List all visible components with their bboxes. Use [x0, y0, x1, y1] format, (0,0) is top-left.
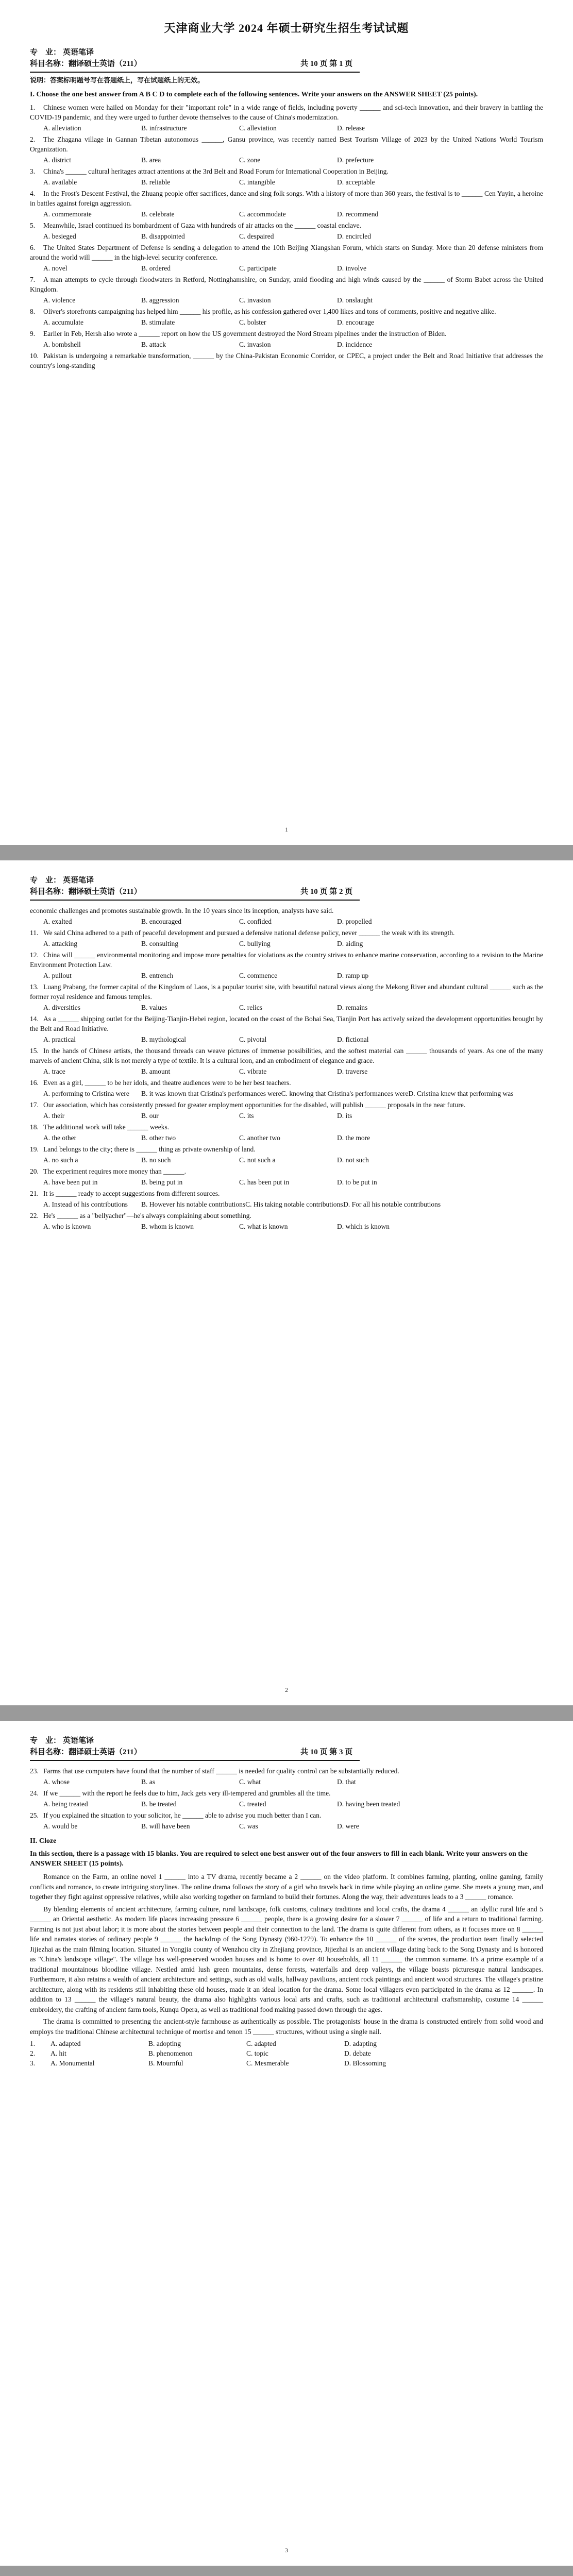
- question-number: 23.: [30, 1767, 39, 1775]
- subject-key: 科目名称：: [30, 1748, 69, 1756]
- page-gap: [0, 1705, 573, 1721]
- option-choice: B. being put in: [141, 1178, 183, 1186]
- paragraph: The drama is committed to presenting the ancient-style farmhouse as authentically as possible. The protagonists' house in the drama is constructed entirely from solid wood and employs the traditional Chinese architectural technique of mortise and tenon 15 ______ structures, without using a single nail.: [30, 2018, 543, 2036]
- page-number: 2: [285, 1686, 288, 1693]
- question-text: We said China adhered to a path of peaceful development and pursued a defensive national defense policy, never ______ the weak with its strength.: [43, 929, 455, 937]
- question-text: If we ______ with the report he feels due to him, Jack gets very ill-tempered and grumbles all the time.: [43, 1789, 331, 1797]
- option-choice: B. disappointed: [141, 232, 185, 240]
- option-choice: B. stimulate: [141, 318, 175, 326]
- option-row: [30, 917, 543, 926]
- option-choice: B. will have been: [141, 1822, 190, 1830]
- option-choice: B. attack: [141, 341, 166, 348]
- option-choice: B. area: [141, 156, 161, 164]
- question-number: 1.: [30, 104, 36, 111]
- option-choice: A. adapted: [50, 2040, 81, 2047]
- option-choice: C. pivotal: [239, 1036, 267, 1043]
- question-text: Our association, which has consistently pressed for greater employment opportunities for the disabled, will publish ______ proposals in the near future.: [43, 1101, 466, 1109]
- option-choice: A. attacking: [43, 940, 77, 947]
- cloze-options: [30, 2039, 543, 2068]
- option-choice: A. besieged: [43, 232, 76, 240]
- option-choice: D. to be put in: [337, 1178, 377, 1186]
- section-instruction: In this section, there is a passage with 15 blanks. You are required to select one best answer out of the four answers to fill in each blank. Write your answers on the ANSWER SHEET (15 points).: [30, 1850, 528, 1868]
- cloze-option-row: [30, 2058, 543, 2068]
- option-choice: C. what: [239, 1778, 261, 1786]
- option-choice: B. reliable: [141, 178, 171, 186]
- question-text: In the Frost's Descent Festival, the Zhuang people offer sacrifices, dance and sing folk songs. With a history of more than 360 years, the festival is to ______ Cen Yuyin, a heroine in battles against foreign aggression.: [30, 190, 543, 207]
- header-divider: [30, 1760, 360, 1761]
- option-choice: C. intangible: [239, 178, 275, 186]
- option-choice: B. celebrate: [141, 210, 175, 218]
- question-text: If you explained the situation to your solicitor, he ______ able to advise you much better than I can.: [43, 1811, 322, 1819]
- option-choice: B. consulting: [141, 940, 179, 947]
- option-choice: C. what is known: [239, 1223, 288, 1230]
- option-choice: D. Cristina knew that performing was: [408, 1090, 514, 1097]
- option-choice: A. have been put in: [43, 1178, 98, 1186]
- subject-value: 翻译硕士英语（211）: [69, 888, 142, 896]
- option-choice: C. topic: [246, 2049, 268, 2057]
- option-choice: C. bolster: [239, 318, 266, 326]
- question-list: [30, 103, 543, 370]
- question-text: Pakistan is undergoing a remarkable transformation, ______ by the China-Pakistan Economic Corridor, or CPEC, a project under the Belt and Road Initiative that addresses the country's long-standing: [30, 352, 543, 369]
- option-choice: C. another two: [239, 1134, 280, 1142]
- page-info: 共 10 页 第 3 页: [300, 1748, 353, 1756]
- cloze-item-number: 2.: [30, 2049, 36, 2057]
- option-row: [30, 1177, 543, 1187]
- option-choice: A. district: [43, 156, 71, 164]
- question-item: [30, 103, 543, 122]
- question-item: [30, 1211, 543, 1221]
- option-choice: B. adopting: [148, 2040, 181, 2047]
- subject-value: 翻译硕士英语（211）: [69, 60, 142, 68]
- option-choice: C. vibrate: [239, 1067, 267, 1075]
- question-text: Meanwhile, Israel continued its bombardment of Gaza with hundreds of air attacks on the ______ coastal enclave.: [43, 222, 362, 229]
- header-divider: [30, 900, 360, 901]
- option-choice: A. hit: [50, 2049, 66, 2057]
- option-choice: B. ordered: [141, 264, 171, 272]
- option-choice: A. would be: [43, 1822, 78, 1830]
- question-number: 20.: [30, 1167, 39, 1175]
- option-row: [30, 1821, 543, 1831]
- option-choice: D. recommend: [337, 210, 379, 218]
- page-info: 共 10 页 第 1 页: [300, 60, 353, 68]
- question-number: 12.: [30, 951, 39, 959]
- option-choice: A. Instead of his contributions: [43, 1200, 128, 1208]
- option-row: [30, 295, 543, 305]
- question-number: 9.: [30, 330, 36, 337]
- option-choice: C. relics: [239, 1004, 262, 1011]
- option-row: [30, 1035, 543, 1044]
- question-number: 13.: [30, 983, 39, 991]
- option-choice: D. release: [337, 124, 365, 132]
- option-row: [30, 340, 543, 349]
- option-choice: D. not such: [337, 1156, 369, 1164]
- exam-page-3: [0, 1721, 573, 2566]
- option-choice: A. available: [43, 178, 77, 186]
- question-item: [30, 189, 543, 208]
- question-text: It is ______ ready to accept suggestions from different sources.: [43, 1190, 220, 1197]
- option-choice: D. For all his notable contributions: [343, 1200, 441, 1208]
- question-number: 2.: [30, 135, 36, 143]
- option-choice: D. propelled: [337, 918, 372, 925]
- option-choice: C. accommodate: [239, 210, 286, 218]
- question-number: 7.: [30, 276, 36, 283]
- question-item: [30, 307, 543, 316]
- question-number: 6.: [30, 244, 36, 251]
- question-text: Earlier in Feb, Hersh also wrote a ______ report on how the US government destroyed the Nord Stream pipelines under the instruction of Biden.: [43, 330, 447, 337]
- question-item: [30, 1122, 543, 1132]
- option-row: [30, 1799, 543, 1809]
- question-item: [30, 1189, 543, 1198]
- option-row: [30, 971, 543, 980]
- question-list: [30, 928, 543, 1231]
- question-item: [30, 1078, 543, 1088]
- question-item: [30, 1166, 543, 1176]
- option-choice: A. practical: [43, 1036, 76, 1043]
- option-choice: B. be treated: [141, 1800, 177, 1808]
- option-choice: A. alleviation: [43, 124, 81, 132]
- question-number: 22.: [30, 1212, 39, 1219]
- option-row: [30, 939, 543, 948]
- option-choice: D. debate: [344, 2049, 371, 2057]
- question-item: [30, 134, 543, 154]
- option-choice: D. which is known: [337, 1223, 390, 1230]
- option-choice: B. whom is known: [141, 1223, 194, 1230]
- major-key: 专 业：: [30, 48, 61, 57]
- exam-page-1: [0, 0, 573, 845]
- option-choice: D. aiding: [337, 940, 363, 947]
- question-item: [30, 928, 543, 938]
- option-choice: B. mythological: [141, 1036, 186, 1043]
- option-choice: A. bombshell: [43, 341, 81, 348]
- option-choice: B. infrastructure: [141, 124, 187, 132]
- option-row: [30, 155, 543, 165]
- option-choice: A. commemorate: [43, 210, 92, 218]
- option-choice: D. having been treated: [337, 1800, 400, 1808]
- option-choice: D. remains: [337, 1004, 368, 1011]
- option-row: [30, 123, 543, 133]
- major-value: 英语笔译: [63, 48, 94, 57]
- cloze-passage: [30, 1872, 543, 2037]
- option-choice: C. bullying: [239, 940, 271, 947]
- cloze-option-row: [30, 2039, 543, 2048]
- question-number: 4.: [30, 190, 36, 197]
- option-choice: C. despaired: [239, 232, 274, 240]
- page-number: 3: [285, 2547, 288, 2554]
- question-number: 11.: [30, 929, 39, 937]
- major-key: 专 业：: [30, 1737, 61, 1745]
- question-item: [30, 1014, 543, 1033]
- option-choice: B. encouraged: [141, 918, 181, 925]
- option-choice: C. adapted: [246, 2040, 276, 2047]
- option-choice: C. confided: [239, 918, 272, 925]
- subject-value: 翻译硕士英语（211）: [69, 1748, 142, 1756]
- option-choice: C. invasion: [239, 296, 271, 304]
- question-item: [30, 1046, 543, 1065]
- option-row: [30, 1199, 543, 1209]
- question-number: 18.: [30, 1123, 39, 1131]
- question-text: Land belongs to the city; there is ______ thing as private ownership of land.: [43, 1145, 256, 1153]
- question-text: The experiment requires more money than ______.: [43, 1167, 187, 1175]
- question-text: Chinese women were hailed on Monday for their "important role" in a wide range of fields, including poverty ______ and sci-tech innovation, and their bravery in battling the COVID-19 pandemic, and they were urged to further devote themselves to the cause of China's modernization.: [30, 104, 543, 121]
- option-row: [30, 1089, 543, 1098]
- option-choice: B. our: [141, 1112, 159, 1120]
- option-choice: D. onslaught: [337, 296, 373, 304]
- question-text: A man attempts to cycle through floodwaters in Retford, Nottinghamshire, on Sunday, amid flooding and high winds caused by the ______ of Storm Babet across the United Kingdom.: [30, 276, 543, 293]
- major-value: 英语笔译: [63, 1737, 94, 1745]
- option-choice: D. traverse: [337, 1067, 368, 1075]
- page-gap: [0, 2566, 573, 2576]
- option-choice: A. violence: [43, 296, 76, 304]
- paragraph: Romance on the Farm, an online novel 1 ______ into a TV drama, recently became a 2 ______ on the video platform. It combines farming, planting, online gaming, family conflicts and romance, to create intriguing storylines. The online drama follows the story of a girl who travels back in time while playing an online game. She meets a young man, and together they fight against oppressive relatives, while also working together on farmland to build their fortunes. Along the way, their adventures leads to a 3 ______ romance.: [30, 1873, 543, 1901]
- question-item: [30, 950, 543, 970]
- option-choice: C. His taking notable contributions: [245, 1200, 343, 1208]
- question-text: He's ______ as a "bellyacher"—he's always complaining about something.: [43, 1212, 251, 1219]
- question-number: 10.: [30, 352, 39, 360]
- question-item: [30, 1100, 543, 1110]
- question-text: The additional work will take ______ weeks.: [43, 1123, 170, 1131]
- option-choice: C. knowing that Cristina's performances were: [281, 1090, 409, 1097]
- option-row: [30, 1777, 543, 1787]
- question-item: [30, 351, 543, 370]
- option-choice: C. invasion: [239, 341, 271, 348]
- subject-key: 科目名称：: [30, 888, 69, 896]
- question-text: The United States Department of Defense is sending a delegation to attend the 10th Beijing Xiangshan Forum, which starts on Sunday. More than 20 defense ministers from around the world will ______ in the high-level security conference.: [30, 244, 543, 261]
- cloze-item-number: 3.: [30, 2059, 36, 2067]
- option-choice: A. who is known: [43, 1223, 91, 1230]
- question-number: 17.: [30, 1101, 39, 1109]
- option-choice: C. was: [239, 1822, 258, 1830]
- option-choice: C. alleviation: [239, 124, 277, 132]
- page-header: [30, 47, 543, 70]
- option-choice: D. fictional: [337, 1036, 369, 1043]
- option-row: [30, 1003, 543, 1012]
- question-item: [30, 1810, 543, 1820]
- option-choice: C. treated: [239, 1800, 266, 1808]
- question-text: China will ______ environmental monitoring and impose more penalties for violations as the country strives to enhance marine conservation, according to a revision to the Marine Environment Protection Law.: [30, 951, 543, 969]
- page-header: [30, 875, 543, 897]
- page-info: 共 10 页 第 2 页: [300, 888, 353, 896]
- option-choice: A. performing to Cristina were: [43, 1090, 129, 1097]
- option-choice: C. participate: [239, 264, 277, 272]
- question-text: Even as a girl, ______ to be her idols, and theatre audiences were to be her best teachers.: [43, 1079, 291, 1087]
- option-choice: A. trace: [43, 1067, 65, 1075]
- question-item: [30, 1144, 543, 1154]
- question-text: Luang Prabang, the former capital of the Kingdom of Laos, is a popular tourist site, with beautiful natural views along the Mekong River and abundant cultural ______ such as the former royal residence and famous temples.: [30, 983, 543, 1001]
- question-number: 25.: [30, 1811, 39, 1819]
- question-text: In the hands of Chinese artists, the thousand threads can weave pictures of immense possibilities, and the softest material can ______ thousands of years. As one of the many marvels of ancient China, silk is not merely a type of textile. It is a cultural icon, and an embodiment of elegance and grace.: [30, 1047, 543, 1064]
- option-choice: B. However his notable contributions: [141, 1200, 246, 1208]
- option-choice: A. their: [43, 1112, 65, 1120]
- option-row: [30, 1155, 543, 1165]
- paragraph: By blending elements of ancient architecture, farming culture, rural landscape, folk customs, culinary traditions and local crafts, the drama 4 ______ an idyllic rural life and 5 ______ an Oriental aesthetic. As modern life places increasing pressure 6 ______ people, there is a growing desire for a slower 7 ______ of life and a return to traditional farming. Farming is not just about labor; it is more about the stories between people and their connection to the land. The drama is quite different from others, as it focuses more on 8 ______ life and narrates stories of ordinary people 9 ______ the backdrop of the Song Dynasty (960-1279). To enhance the 10 ______ of the scenes, the production team finally selected Jijiezhai as the main filming location. Situated in Yongjia county of Wenzhou city in Zhejiang province, Jijiezhai is an ancient village dating back to the Song Dynasty and is honored as "China's landscape village". The village has well-preserved wooden houses and is home to over 40 households, all 11 ______ the common surname. It's a prime example of a traditional mountainous bloodline village. Nestled amid lush green mountains, dense forests, waterfalls and deep valleys, the village boasts picturesque natural landscapes. Furthermore, it also retains a wealth of ancient architecture and settings, such as old walls, hallway pavilions, ancient rock paintings and ancient wood structures. The village's pristine architecture, along with its residents still inhabiting these old houses, made it an ideal location for the drama. Some local villagers even participated in the drama as 12 ______. In addition to 13 ______ the village's natural beauty, the drama also highlights various local arts and crafts, such as traditional architectural craftsmanship, costume 14 ______ embroidery, the crafting of ancient farm tools, Kunqu Opera, as well as traditional food making passed down through the ages.: [30, 1905, 543, 2013]
- option-choice: D. involve: [337, 264, 366, 272]
- cloze-option-row: [30, 2048, 543, 2058]
- option-choice: D. incidence: [337, 341, 373, 348]
- option-choice: D. encourage: [337, 318, 374, 326]
- question-text: Farms that use computers have found that the number of staff ______ is needed for quality control can be substantially reduced.: [43, 1767, 399, 1775]
- option-choice: A. novel: [43, 264, 68, 272]
- option-choice: B. amount: [141, 1067, 171, 1075]
- option-choice: A. no such a: [43, 1156, 78, 1164]
- question-item: [30, 329, 543, 338]
- option-choice: D. the more: [337, 1134, 370, 1142]
- option-choice: B. values: [141, 1004, 167, 1011]
- option-row: [30, 1111, 543, 1121]
- option-row: [30, 1222, 543, 1231]
- question-number: 5.: [30, 222, 36, 229]
- option-choice: A. the other: [43, 1134, 77, 1142]
- option-choice: B. aggression: [141, 296, 179, 304]
- question-number: 8.: [30, 308, 36, 315]
- notice: 说明：答案标明题号写在答题纸上，写在试题纸上的无效。: [30, 76, 205, 84]
- option-choice: C. commence: [239, 972, 278, 979]
- option-choice: A. diversities: [43, 1004, 80, 1011]
- option-choice: C. not such a: [239, 1156, 276, 1164]
- option-choice: D. acceptable: [337, 178, 375, 186]
- option-choice: B. phenomenon: [148, 2049, 193, 2057]
- question-item: [30, 243, 543, 262]
- option-row: [30, 231, 543, 241]
- page-gap: [0, 845, 573, 860]
- question-item: [30, 1766, 543, 1776]
- option-choice: B. entrench: [141, 972, 174, 979]
- option-choice: A. being treated: [43, 1800, 88, 1808]
- question-item: [30, 1788, 543, 1798]
- option-choice: B. no such: [141, 1156, 171, 1164]
- option-row: [30, 1066, 543, 1076]
- question-number: 21.: [30, 1190, 39, 1197]
- major-key: 专 业：: [30, 876, 61, 885]
- option-choice: B. as: [141, 1778, 155, 1786]
- option-choice: A. exalted: [43, 918, 72, 925]
- page-number: 1: [285, 826, 288, 833]
- option-choice: D. prefecture: [337, 156, 374, 164]
- option-choice: A. pullout: [43, 972, 72, 979]
- question-item: [30, 166, 543, 176]
- option-choice: D. that: [337, 1778, 356, 1786]
- question-text: China's ______ cultural heritages attract attentions at the 3rd Belt and Road Forum for International Cooperation in Beijing.: [43, 167, 389, 175]
- option-row: [30, 1133, 543, 1143]
- question-item: [30, 221, 543, 230]
- option-row: [30, 177, 543, 187]
- question-number: 16.: [30, 1079, 39, 1087]
- option-choice: A. Monumental: [50, 2059, 95, 2067]
- option-row: [30, 263, 543, 273]
- cloze-item-number: 1.: [30, 2040, 36, 2047]
- option-choice: B. Mournful: [148, 2059, 183, 2067]
- question-number: 3.: [30, 167, 36, 175]
- option-choice: D. adapting: [344, 2040, 377, 2047]
- option-choice: D. Blossoming: [344, 2059, 386, 2067]
- option-choice: D. ramp up: [337, 972, 369, 979]
- option-choice: A. whose: [43, 1778, 70, 1786]
- option-row: [30, 209, 543, 219]
- option-choice: B. other two: [141, 1134, 176, 1142]
- option-choice: C. has been put in: [239, 1178, 290, 1186]
- option-choice: C. Mesmerable: [246, 2059, 289, 2067]
- page-header: [30, 1735, 543, 1758]
- question-continuation: economic challenges and promotes sustainable growth. In the 10 years since its inception, analysts have said.: [30, 907, 334, 914]
- question-item: [30, 275, 543, 294]
- option-choice: B. it was known that Cristina's performances were: [141, 1090, 281, 1097]
- question-number: 15.: [30, 1047, 39, 1055]
- option-choice: A. accumulate: [43, 318, 83, 326]
- option-choice: C. zone: [239, 156, 261, 164]
- question-number: 14.: [30, 1015, 39, 1023]
- question-list: [30, 1766, 543, 1831]
- question-number: 24.: [30, 1789, 39, 1797]
- question-number: 19.: [30, 1145, 39, 1153]
- exam-page-2: [0, 860, 573, 1705]
- question-text: Oliver's storefronts campaigning has helped him ______ his profile, as his confession gathered over 1,400 likes and tons of comments, positive and negative alike.: [43, 308, 496, 315]
- option-choice: C. its: [239, 1112, 254, 1120]
- header-divider: [30, 72, 360, 73]
- option-row: [30, 317, 543, 327]
- option-choice: D. its: [337, 1112, 352, 1120]
- section-heading: II. Cloze: [30, 1837, 57, 1845]
- exam-title: 天津商业大学 2024 年硕士研究生招生考试试题: [164, 22, 409, 35]
- question-item: [30, 982, 543, 1002]
- subject-key: 科目名称：: [30, 60, 69, 68]
- question-text: The Zhagana village in Gannan Tibetan autonomous ______, Gansu province, was recently named Best Tourism Village of 2023 by the United Nations World Tourism Organization.: [30, 135, 543, 153]
- question-text: As a ______ shipping outlet for the Beijing-Tianjin-Hebei region, located on the coast of the Bohai Sea, Tianjin Port has actively seized the development opportunities brought by the Belt and Road Initiative.: [30, 1015, 543, 1032]
- major-value: 英语笔译: [63, 876, 94, 885]
- option-choice: D. were: [337, 1822, 359, 1830]
- section-heading: I. Choose the one best answer from A B C D to complete each of the following sentences. Write your answers on the ANSWER SHEET (25 points).: [30, 91, 478, 98]
- option-choice: D. encircled: [337, 232, 371, 240]
